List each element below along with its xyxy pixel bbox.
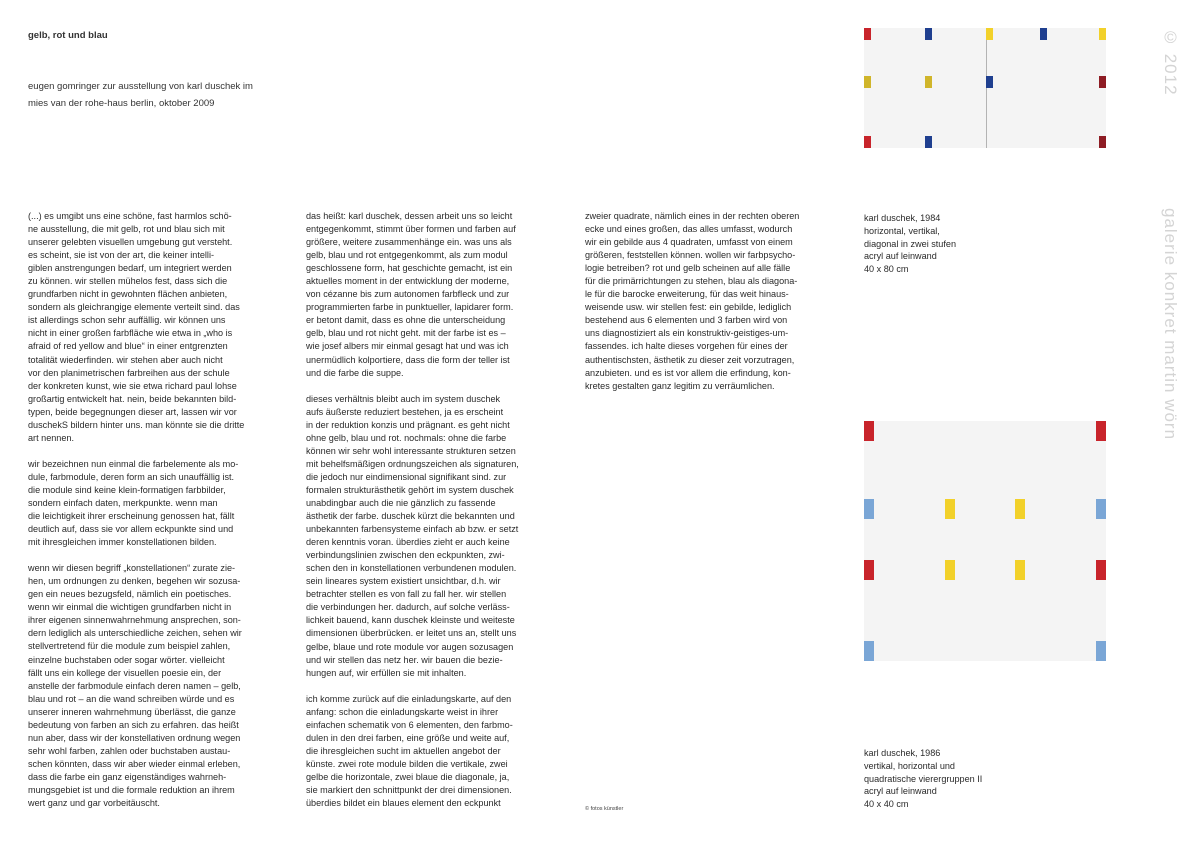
- text-column-1: [28, 210, 272, 823]
- color-module: [925, 76, 932, 88]
- paragraph: ich komme zurück auf die einladungskarte, auf den anfang: schon die einladungskarte weist in ihrer einfachen schematik von 6 elementen, den farbmo- dulen in den drei farben, eine größe und weite auf, die ihresgleichen sucht im aktuellen angebot der künste. zwei rote module bilden die vertikale, zwei gelbe die horizontale, zwei blaue die diagonale, ja, sie markiert den schnittpunkt der drei dimensionen. überdies bildet ein blaues element den eckpunkt: [306, 693, 513, 809]
- color-module: [864, 421, 874, 441]
- paragraph: dieses verhältnis bleibt auch im system duschek aufs äußerste reduziert bestehen, ja es erscheint in der reduktion konzis und prägnant. es geht nicht ohne gelb, blau und rot. nochmals: ohne die farbe können wir sehr wohl interessante strukturen setzen mit behelfsmäßigen ordnungszeichen als signaturen, die jedoch nur eindimensional signifikant sind. zur formalen strukturästhetik gehört im system duschek unabdingbar auch die nie gänzlich zu fassende ästhetik der farbe. duschek kürzt die bekannten und unbekannten farbensysteme einfach ab bzw. er setzt deren kenntnis voran. überdies zieht er auch keine verbindungslinien zwischen den eckpunkten, zwi- schen den in konstellationen verbundenen modulen. sein lineares system existiert unsichtbar, d.h. wir betrachter stellen es von fall zu fall her. wir stellen die verbindungen her. dadurch, auf solche verläss- lichkeit bauend, kann duschek kleinste und weiteste dimensionen überbrücken. er leitet uns an, stellt uns gelbe, blaue und rote module vor augen sozusagen und wir stellen das netz her. wir bauen die bezie- hungen auf, wir erfüllen sie mit inhalten.: [306, 393, 519, 678]
- paragraph: (...) es umgibt uns eine schöne, fast harmlos schö- ne ausstellung, die mit gelb, rot und blau sich mit unserer gelebten visuellen umgebung gut versteht. es scheint, sie ist von der art, die keiner intelli- giblen anstrengungen bedarf, um integriert werden zu können. wir stellen mühelos fest, dass sich die grundfarben nicht in gewohnten flächen anbieten, sondern als gleichrangige elemente verteilt sind. das ist allerdings schon sehr auffällig. wir können uns nicht in einer großen farbfläche wie etwa in „who is afraid of red yellow and blue“ in einer entgrenzten totalität wiederfinden. wir stehen aber auch nicht vor den planimetrischen farbreihen aus der schule der konkreten kunst, wie sie etwa richard paul lohse großartig entwickelt hat. nein, beide bekannten bild- typen, beide begegnungen dieser art, lassen wir vor duschekS bildern hinter uns. man könnte sie die dritte art nennen.: [28, 211, 245, 443]
- color-module: [864, 28, 871, 40]
- paragraph: das heißt: karl duschek, dessen arbeit uns so leicht entgegenkommt, stimmt über formen und farben auf größere, weitere zusammenhänge ein. was uns als gelb, blau und rot entgegenkommt, als zum modul geschlossene form, hat geschichte gemacht, ist ein aktuelles moment in der entwicklung der moderne, von cézanne bis zum autonomen farbfleck und zur programmierten farbe in punktueller, lapidarer form. er betont damit, dass es ohne die unterscheidung gelb, blau und rot nicht geht. mit der farbe ist es – wie josef albers mir einmal gesagt hat und was ich unermüdlich kolportiere, dass die form der teller ist und die farbe die suppe.: [306, 211, 516, 378]
- color-module: [986, 76, 993, 88]
- color-module: [1096, 560, 1106, 580]
- color-module: [1099, 28, 1106, 40]
- color-module: [864, 76, 871, 88]
- caption-1986: [864, 747, 1064, 811]
- color-module: [986, 28, 993, 40]
- gallery-name: galerie konkret martin wörn: [1161, 208, 1180, 441]
- text-column-2: [306, 210, 550, 823]
- paragraph: wenn wir diesen begriff „konstellationen“ zurate zie- hen, um ordnungen zu denken, begehen wir sozusa- gen ein neues bezugsfeld, nämlich ein poetisches. wenn wir einmal die wichtigen grundfarben nicht in ihrer eigenen sinnenwahrnehmung ansprechen, son- dern lediglich als unterschiedliche zeichen, sehen wir stellvertretend für die module zum beispiel zahlen, einzelne buchstaben oder sogar wörter. vielleicht fällt uns ein kollege der visuellen poesie ein, der anstelle der farbmodule einfach deren namen – gelb, blau und rot – an die wand schreiben würde und es unserer inneren wahrnehmung überlässt, die ganze bedeutung von farben an sich zu erfahren. das heißt nun aber, dass wir der konstellativen ordnung wegen sehr wohl farben, zahlen oder buchstaben austau- schen könnten, dass wir aber wieder einmal erleben, dass die farbe ein ganz eigenständiges wahrneh- mungsgebiet ist und die formale reduktion an ihrem wert ganz und gar vorbeitäuscht.: [28, 563, 242, 809]
- color-module: [925, 28, 932, 40]
- color-module: [864, 560, 874, 580]
- article-title: gelb, rot und blau: [28, 30, 108, 41]
- color-module: [945, 560, 955, 580]
- caption-line: karl duschek, 1986: [864, 748, 941, 758]
- color-module: [1015, 560, 1025, 580]
- color-module: [1096, 641, 1106, 661]
- color-module: [1099, 76, 1106, 88]
- color-module: [864, 136, 871, 148]
- color-module: [864, 641, 874, 661]
- article-subtitle: [28, 78, 288, 112]
- caption-line: 40 x 40 cm: [864, 799, 909, 810]
- painting-1984: [864, 28, 1106, 148]
- color-module: [945, 499, 955, 519]
- paragraph: wir bezeichnen nun einmal die farbelemente als mo- dule, farbmodule, deren form an sich unauffällig ist. die module sind keine klein-formatigen farbbilder, sondern einfach daten, merkpunkte. wenn man die leichtigkeit ihrer erscheinung genossen hat, fällt deutlich auf, dass sie vor allem eckpunkte sind und mit ihresgleichen immer konstellationen bilden.: [28, 458, 239, 548]
- caption-line: karl duschek, 1984: [864, 213, 941, 223]
- caption-line: 40 x 80 cm: [864, 264, 909, 275]
- caption-line: vertikal, horizontal und: [864, 760, 955, 771]
- photo-credit: © fotos künstler: [585, 806, 624, 812]
- caption-1984: [864, 212, 1064, 276]
- caption-line: diagonal in zwei stufen: [864, 238, 957, 249]
- painting-1986: [864, 421, 1106, 661]
- canvas-divider: [986, 28, 987, 148]
- color-module: [1040, 28, 1047, 40]
- color-module: [925, 136, 932, 148]
- color-module: [1096, 421, 1106, 441]
- color-module: [864, 499, 874, 519]
- color-module: [1096, 499, 1106, 519]
- color-module: [1099, 136, 1106, 148]
- copyright-mark: © 2012: [1161, 28, 1180, 96]
- caption-line: acryl auf leinwand: [864, 251, 937, 262]
- text-column-3: [585, 210, 829, 406]
- subtitle-line: eugen gomringer zur ausstellung von karl duschek im: [28, 81, 253, 92]
- color-module: [1015, 499, 1025, 519]
- paragraph: zweier quadrate, nämlich eines in der rechten oberen ecke und eines großen, das alles umfasst, wodurch wir ein gebilde aus 4 quadraten, umfasst von einem größeren, feststellen können. wollen wir farbpsycho- logie betreiben? rot und gelb scheinen auf alle fälle für die primärrichtungen zu stehen, blau als diagona- le für die barocke erweiterung, für das weit hinaus- weisende usw. wir stellen fest: ein gebilde, lediglich bestehend aus 6 elementen und 3 farben wird von uns diagnostiziert als ein konstruktiv-geistiges-um- fassendes. ich halte dieses vorgehen für eines der authentischsten, ästhetik zu dieser zeit vorzutragen, anzubieten. und es ist vor allem die erfindung, kon- kretes gestalten ganz legitim zu verräumlichen.: [585, 211, 800, 391]
- caption-line: quadratische vierergruppen II: [864, 773, 983, 784]
- subtitle-line: mies van der rohe-haus berlin, oktober 2009: [28, 98, 215, 109]
- caption-line: acryl auf leinwand: [864, 786, 937, 797]
- caption-line: horizontal, vertikal,: [864, 225, 940, 236]
